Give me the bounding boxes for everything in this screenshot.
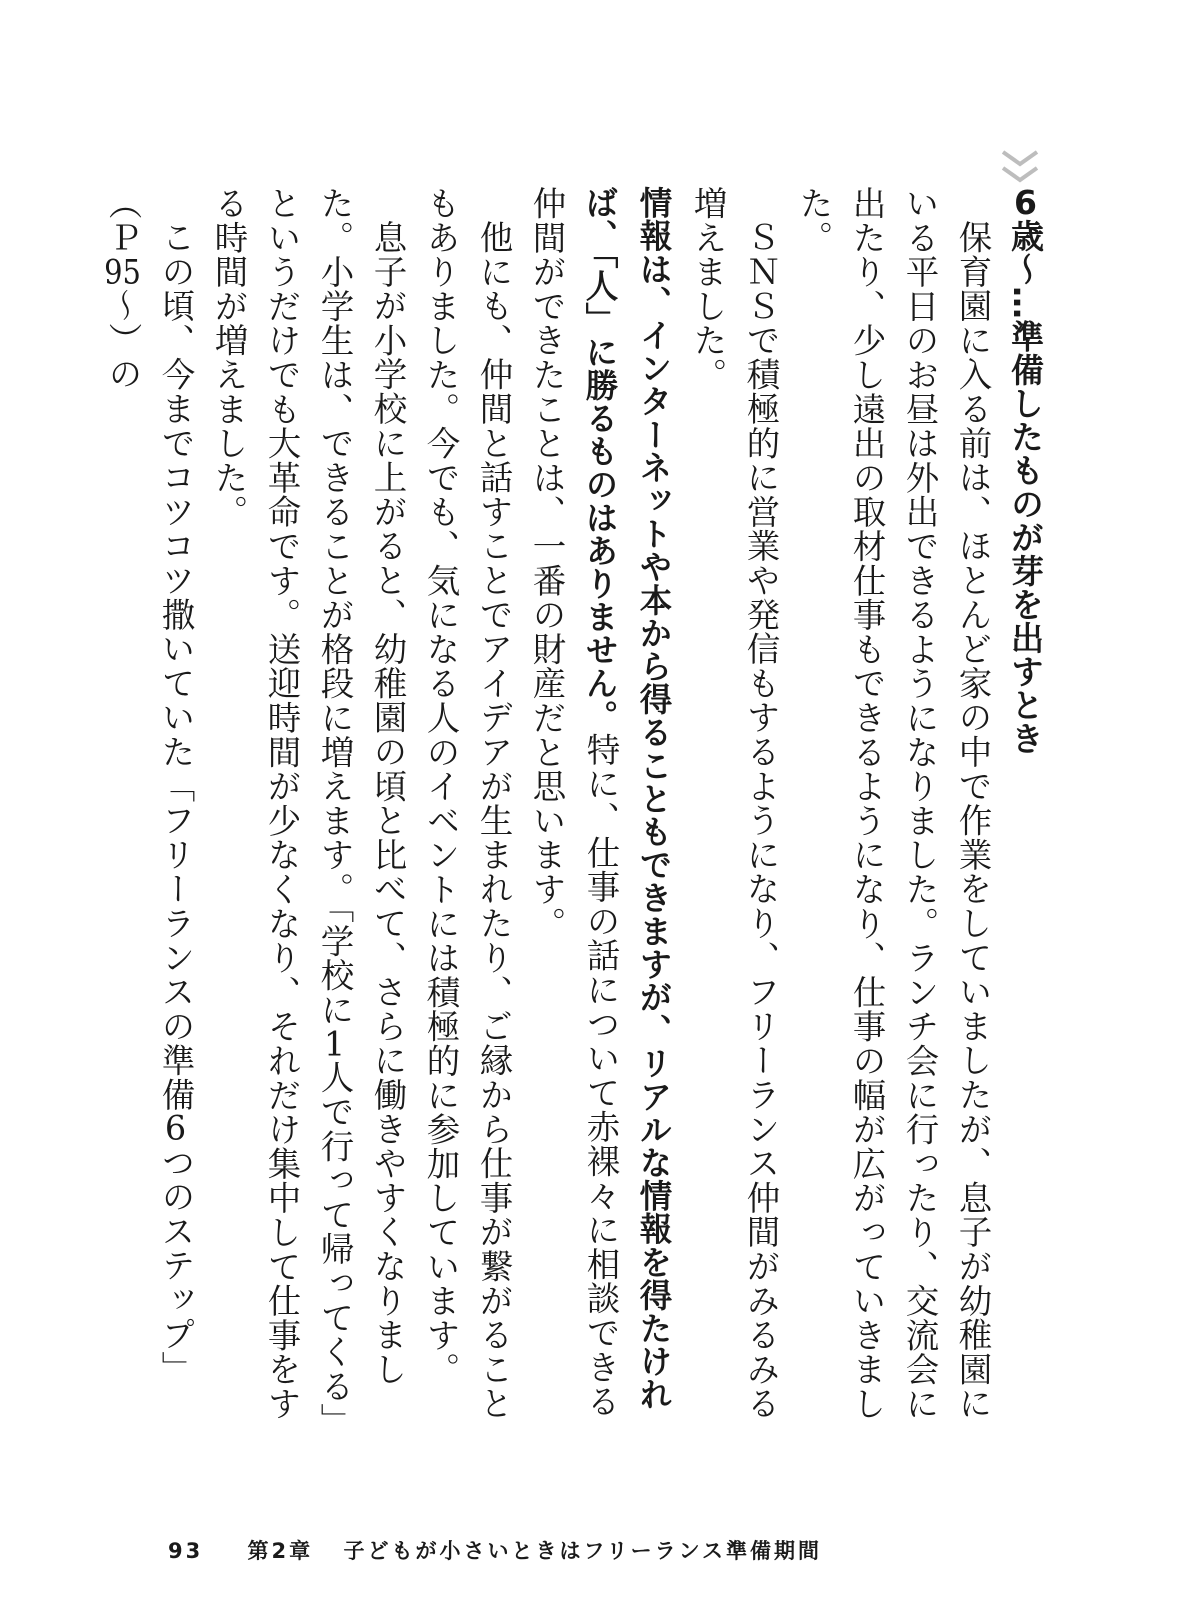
body-text [103,186,1052,1426]
paragraph-5-text-b: 人で行って帰ってくる」というだけでも大革命です。送迎時間が少なくなり、それだけ集中して仕事をする時間が増えました。 [209,186,354,1421]
paragraph-2 [681,186,787,1426]
paragraph-4-text: 他にも、仲間と話すことでアイデアが生まれたり、ご縁から仕事が繋がることもありました。今でも、気になる人のイベントには積極的に参加しています。 [421,186,513,1420]
running-footer [168,1535,822,1565]
paragraph-3 [520,186,681,1426]
paragraph-5-text-a: 息子が小学校に上がると、幼稚園の頃と比べて、さらに働きやすくなりました。小学生は、できることが格段に増えます。「学校に [315,186,407,1386]
chapter-label: 第2章 [247,1539,314,1563]
paragraph-5 [202,186,414,1426]
heading-text: 歳〜…準備したものが芽を出すとき [1006,219,1045,755]
paragraph-6-text-a: この頃、今までコツコツ撒いていた「フリーランスの準備 [156,219,195,1112]
paragraph-6-text-c: 〜）の [103,288,142,392]
paragraph-6-page-ref: 95 [104,254,141,289]
section-heading [999,186,1052,1426]
paragraph-1 [787,186,999,1426]
paragraph-6-text-b: つのステップ」（Ｐ [103,186,195,1385]
paragraph-5-number: 1 [323,1026,346,1061]
paragraph-1-text: 保育園に入る前は、ほとんど家の中で作業をしていましたが、息子が幼稚園にいる平日のお昼は外出できるようになりました。ランチ会に行ったり、交流会に出たり、少し遠出の取材仕事もできるようになり、仕事の幅が広がっていきました。 [794,186,992,1421]
paragraph-6-number: 6 [164,1111,187,1145]
page-number: 93 [168,1539,204,1563]
chapter-title: 子どもが小さいときはフリーランス準備期間 [343,1539,823,1563]
paragraph-6 [96,186,202,1426]
emphasis-text: 情報は、インターネットや本から得ることもできますが、リアルな情報を得たければ、「人」に勝るものはありません。 [581,186,673,1411]
double-chevron-down-icon [997,148,1043,188]
paragraph-4 [414,186,520,1426]
heading-number: 6 [1014,186,1037,219]
paragraph-2-text: ＳＮＳで積極的に営業や発信もするようになり、フリーランス仲間がみるみる増えました。 [688,186,780,1420]
paragraph-3-text: 特に、仕事の話について赤裸々に相談できる仲間ができたことは、一番の財産だと思います。 [527,186,620,1419]
